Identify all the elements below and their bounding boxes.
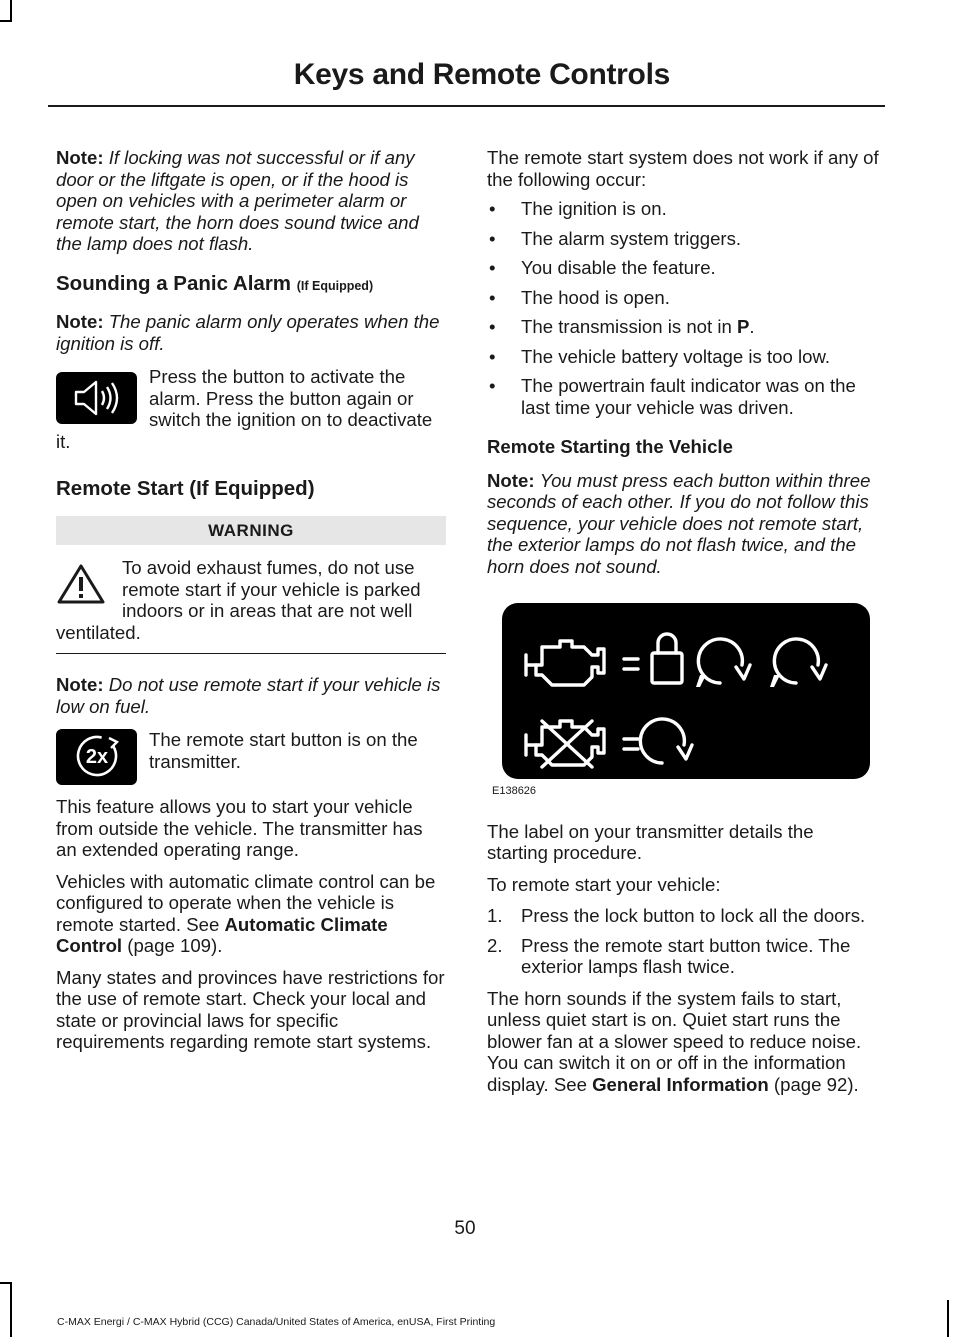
crop-mark: [10, 1282, 12, 1337]
crop-mark: [0, 1282, 12, 1284]
transmitter-label-figure: [502, 603, 870, 779]
page-number: 50: [454, 1218, 476, 1239]
note-panic: Note: The panic alarm only operates when the ignition is off.: [56, 311, 440, 354]
list-item: • The powertrain fault indicator was on the last time your vehicle was driven.: [489, 375, 856, 418]
speaker-icon: [56, 372, 137, 424]
climate-paragraph: Vehicles with automatic climate control can be configured to operate when the vehicle is remote started. See Automatic Climate Control (page 109).: [56, 870, 436, 956]
restrictions-paragraph: Many states and provinces have restrictions for the use of remote start. Check your local and state or provincial laws for specific requirements regarding remote start systems.: [56, 966, 445, 1052]
list-item: 2. Press the remote start button twice. The exterior lamps flash twice.: [487, 934, 851, 977]
steps-list: [487, 905, 879, 978]
list-item: • The hood is open.: [489, 286, 670, 308]
note-locking: Note: If locking was not successful or if any door or the liftgate is open, or if the hood is open on vehicles with a perimeter alarm or remote start, the horn does sound twice and the lamp does not flash.: [56, 147, 419, 254]
note-sequence: Note: You must press each button within three seconds of each other. If you do not follow this sequence, your vehicle does not remote start, the exterior lamps do not flash twice, and the horn does not sound.: [487, 469, 871, 577]
panic-alarm-heading: Sounding a Panic Alarm (If Equipped): [56, 271, 374, 295]
note-fuel: Note: Do not use remote start if your vehicle is low on fuel.: [56, 674, 441, 717]
list-item: • The alarm system triggers.: [489, 227, 742, 249]
figure-id: E138626: [492, 785, 537, 797]
remote-start-2x-icon: [56, 729, 137, 785]
warning-triangle-icon: [56, 563, 106, 605]
crop-mark: [0, 20, 12, 22]
list-item: • The ignition is on.: [489, 198, 667, 219]
warning-text: To avoid exhaust fumes, do not use remote start if your vehicle is parked indoors or in areas that are not well ventilated.: [56, 557, 421, 643]
remote-start-arrow-icon: [774, 639, 826, 683]
feature-paragraph: This feature allows you to start your vehicle from outside the vehicle. The transmitter has an extended operating range.: [56, 796, 423, 860]
crop-mark: [10, 0, 12, 22]
header-rule: [48, 105, 885, 107]
remote-start-arrow-icon: [698, 639, 750, 683]
remote-starting-heading: Remote Starting the Vehicle: [487, 436, 733, 457]
remote-button-instruction: 2x The remote start button is on the transmitter.: [56, 729, 446, 796]
footer-text: C-MAX Energi / C-MAX Hybrid (CCG) Canada/United States of America, enUSA, First Printing: [57, 1316, 496, 1328]
list-item: 1. Press the lock button to lock all the doors.: [487, 905, 866, 926]
label-paragraph: The label on your transmitter details the starting procedure.: [487, 820, 814, 863]
right-column: [487, 147, 879, 1105]
automatic-climate-control-link[interactable]: Automatic Climate Control: [56, 913, 388, 956]
conditions-intro: The remote start system does not work if any of the following occur:: [487, 147, 879, 190]
engine-crossed-icon: [526, 721, 604, 767]
left-column: [56, 147, 446, 1063]
lock-icon: [652, 634, 682, 683]
remote-start-heading: Remote Start (If Equipped): [56, 477, 315, 500]
general-information-link[interactable]: General Information: [592, 1073, 769, 1095]
how-to-paragraph: To remote start your vehicle:: [487, 873, 721, 895]
warning-block: [56, 557, 446, 654]
engine-icon: [526, 641, 604, 685]
svg-text:2x: 2x: [85, 746, 109, 768]
list-item: • You disable the feature.: [489, 257, 716, 278]
conditions-list: [487, 198, 879, 418]
panic-instruction: Press the button to activate the alarm. Press the button again or switch the ignition on to deactivate it.: [56, 366, 433, 452]
warning-bar: WARNING: [56, 516, 446, 546]
horn-paragraph: The horn sounds if the system fails to start, unless quiet start is on. Quiet start runs the blower fan at a slower speed to reduce noise. You can switch it on or off in the information display. See General Information (page 92).: [487, 987, 862, 1095]
crop-mark: [947, 1300, 949, 1337]
list-item: • The transmission is not in P.: [489, 316, 755, 337]
page-header-title: Keys and Remote Controls: [293, 58, 670, 91]
remote-start-arrow-icon: [640, 719, 692, 763]
list-item: • The vehicle battery voltage is too low.: [489, 345, 831, 367]
